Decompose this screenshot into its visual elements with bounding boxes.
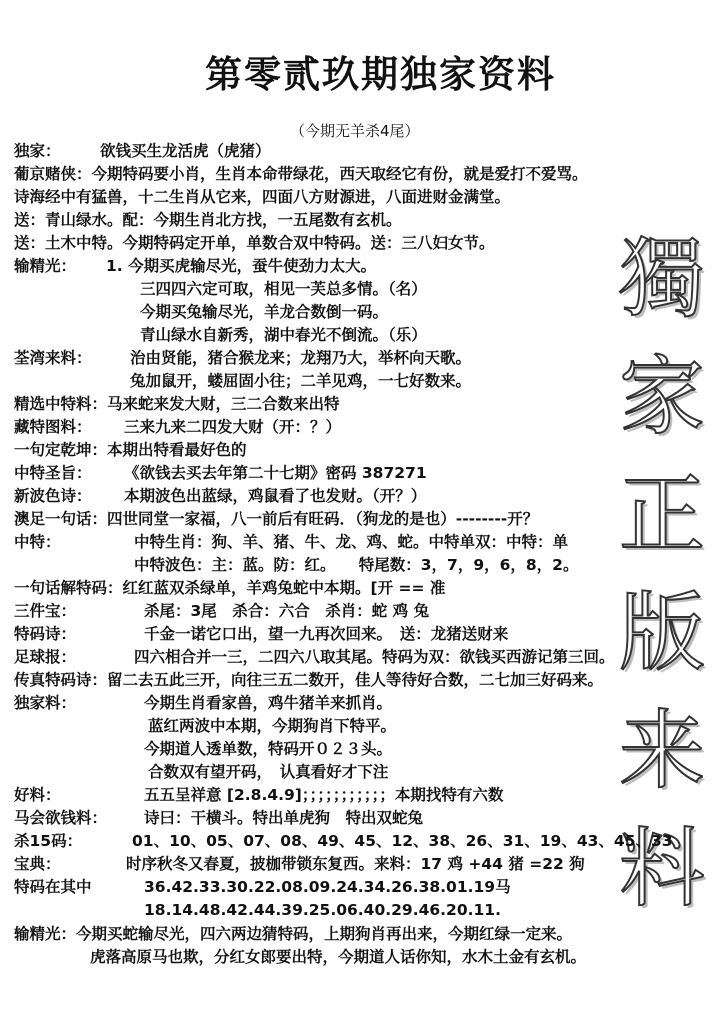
row-text: 千金一诺它口出，望一九再次回来。 送：龙猪送财来 (144, 625, 509, 643)
row-lose-all-final-2 (90, 947, 586, 967)
row-macau-football (14, 509, 538, 529)
row-treasure-book (14, 854, 585, 874)
row-label: 好料： (14, 786, 61, 804)
row-label: 新波色诗： (14, 487, 92, 505)
row-lose-all-2 (140, 279, 427, 299)
row-label: 独家： (14, 142, 61, 160)
row-text: 蓝红两波中本期，今期狗肖下特平。 (148, 717, 397, 735)
row-text: 18.14.48.42.44.39.25.06.40.29.46.20.11. (144, 901, 501, 919)
row-numbers-2 (144, 900, 501, 920)
row-text: 今期生肖看家兽，鸡牛猪羊来抓肖。 (144, 694, 393, 712)
row-label: 荃湾来料： (14, 349, 92, 367)
row-label: 送： (14, 211, 46, 229)
row-kill-15 (14, 831, 673, 851)
row-label: 中特圣旨： (14, 464, 92, 482)
row-selected (14, 394, 340, 414)
watermark-char: 料 (619, 819, 705, 919)
row-label: 三件宝： (14, 602, 77, 620)
row-tsuen-wan (14, 348, 471, 368)
row-numbers (14, 877, 511, 897)
row-wave-poem (14, 486, 426, 506)
row-label: 独家料： (14, 694, 77, 712)
row-good-material (14, 785, 503, 805)
row-text: 今期道人透单数，特码开０２３头。 (144, 740, 393, 758)
row-label: 精选中特料： (14, 395, 108, 413)
row-text: 青山绿水自新秀，湖中春光不倒流。（乐） (140, 326, 427, 344)
row-lose-all-4 (140, 325, 427, 345)
row-hidden-chart (14, 417, 341, 437)
row-text: 红红蓝双杀绿单，羊鸡兔蛇中本期。[开 == 准 (122, 579, 446, 597)
row-label: 足球报： (14, 648, 77, 666)
row-exclusive-material (14, 693, 392, 713)
row-label: 传真特码诗： (14, 671, 108, 689)
row-text: 五五呈祥意 [2.8.4.9]；；；；；；；；；；；本期找特有六数 (144, 786, 504, 804)
row-text: 诗曰：干横斗。特出单虎狗 特出双蛇兔 (144, 809, 424, 827)
row-exclusive-material-2 (148, 716, 396, 736)
row-text: 1. 今期买虎输尽光，蚕牛使劲力太大。 (106, 257, 377, 275)
row-label: 中特： (14, 533, 61, 551)
row-text: 今期买蛇输尽光，四六两边猜特码，上期狗肖再出来，今期红绿一定来。 (76, 925, 573, 943)
row-macau-gambler (14, 164, 588, 184)
row-exclusive-material-3 (144, 739, 392, 759)
row-special-poem (14, 624, 508, 644)
row-label: 送： (14, 234, 46, 252)
row-label: 杀15码： (14, 832, 83, 850)
row-label: 藏特图料： (14, 418, 92, 436)
row-tsuen-wan-2 (130, 371, 471, 391)
row-exclusive (14, 141, 271, 161)
row-text: 治由贤能，猪合猴龙来；龙翔乃大，举杯向天歌。 (130, 349, 472, 367)
row-label: 特码诗： (14, 625, 77, 643)
row-text: 青山绿水。配：今期生肖北方找，一五尾数有玄机。 (45, 211, 402, 229)
row-text: 虎落高原马也欺，分红女郎要出特，今期道人话你知，水木土金有玄机。 (90, 948, 587, 966)
row-lose-all-final (14, 924, 572, 944)
row-text: 本期波色出蓝绿，鸡鼠看了也发财。（开？） (124, 487, 427, 505)
row-exclusive-material-4 (148, 762, 388, 782)
row-send-2 (14, 233, 495, 253)
row-label: 特码在其中 (14, 878, 92, 896)
row-text: 三四四六定可取，相见一芙总多情。（名） (140, 280, 427, 298)
row-text: 兔加鼠开，蝼屈固小往；二羊见鸡，一七好数来。 (130, 372, 472, 390)
row-football-news (14, 647, 615, 667)
row-text: 合数双有望开码， 认真看好才下注 (148, 763, 389, 781)
row-label: 输精光： (14, 257, 77, 275)
page-title: 第零贰玖期独家资料 (205, 52, 556, 96)
row-text: 四世同堂一家福，八一前后有旺码．（狗龙的是也）--------开？ (107, 510, 539, 528)
row-label: 输精光： (14, 925, 77, 943)
row-text: 杀尾：3尾 杀合：六合 杀肖：蛇 鸡 兔 (144, 602, 430, 620)
row-poem (14, 187, 510, 207)
row-text: 中特生肖：狗、羊、猪、牛、龙、鸡、蛇。中特单双：中特：单 (134, 533, 569, 551)
row-edict (14, 463, 427, 483)
watermark-char: 獨 (619, 229, 705, 329)
watermark-char: 版 (619, 583, 705, 683)
row-label: 一句定乾坤： (14, 441, 108, 459)
row-text: 四六相合并一三，二四六八取其尾。特码为双：欲钱买西游记第三回。 (134, 648, 615, 666)
row-text: 《欲钱去买去年第二十七期》密码 387271 (124, 464, 427, 482)
row-text: 诗海经中有猛兽，十二生肖从它来，四面八方财源进，八面进财金满堂。 (14, 188, 511, 206)
row-text: 欲钱买生龙活虎（虎猪） (100, 142, 271, 160)
row-one-phrase (14, 578, 445, 598)
row-text: 36.42.33.30.22.08.09.24.34.26.38.01.19马 (144, 878, 511, 896)
row-text: 今期买兔输尽光，羊龙合数倒一码。 (140, 303, 389, 321)
row-label: 澳足一句话： (14, 510, 108, 528)
row-fax-poem (14, 670, 603, 690)
row-text: 时序秋冬又春夏，披枷带锁东复西。来料：17 鸡 +44 猪 =22 狗 (126, 855, 585, 873)
row-three-treasures (14, 601, 429, 621)
row-special-2 (134, 555, 578, 575)
row-text: 马来蛇来发大财，三二合数来出特 (107, 395, 340, 413)
watermark-char: 正 (619, 465, 705, 565)
row-jockey-club (14, 808, 423, 828)
row-send-1 (14, 210, 402, 230)
row-label: 一句话解特码： (14, 579, 123, 597)
page-subtitle: （今期无羊杀4尾） (290, 122, 420, 140)
row-text: 本期出特看最好色的 (107, 441, 247, 459)
row-special (14, 532, 568, 552)
row-text: 今期特码要小肖，生肖本命带绿花，西天取经它有份，就是爱打不爱骂。 (91, 165, 588, 183)
row-text: 三来九来二四发大财（开：？） (124, 418, 342, 436)
row-text: 中特波色：主：蓝。防：红。 特尾数：3，7，9，6，8，2。 (134, 556, 579, 574)
watermark-char: 来 (619, 701, 705, 801)
row-text: 土木中特。今期特码定开单，单数合双中特码。送：三八妇女节。 (45, 234, 495, 252)
row-text: 留二去五此三开，向往三五二数开，佳人等待好合数，二七加三好码来。 (107, 671, 604, 689)
row-label: 马会欲钱料： (14, 809, 108, 827)
row-lose-all-3 (140, 302, 388, 322)
row-label: 宝典： (14, 855, 61, 873)
row-one-sentence (14, 440, 247, 460)
vertical-watermark (612, 220, 712, 928)
row-lose-all (14, 256, 376, 276)
watermark-char: 家 (619, 347, 705, 447)
row-text: 01、10、05、07、08、49、45、12、38、26、31、19、43、45、33 (132, 832, 673, 850)
row-label: 葡京赌侠： (14, 165, 92, 183)
